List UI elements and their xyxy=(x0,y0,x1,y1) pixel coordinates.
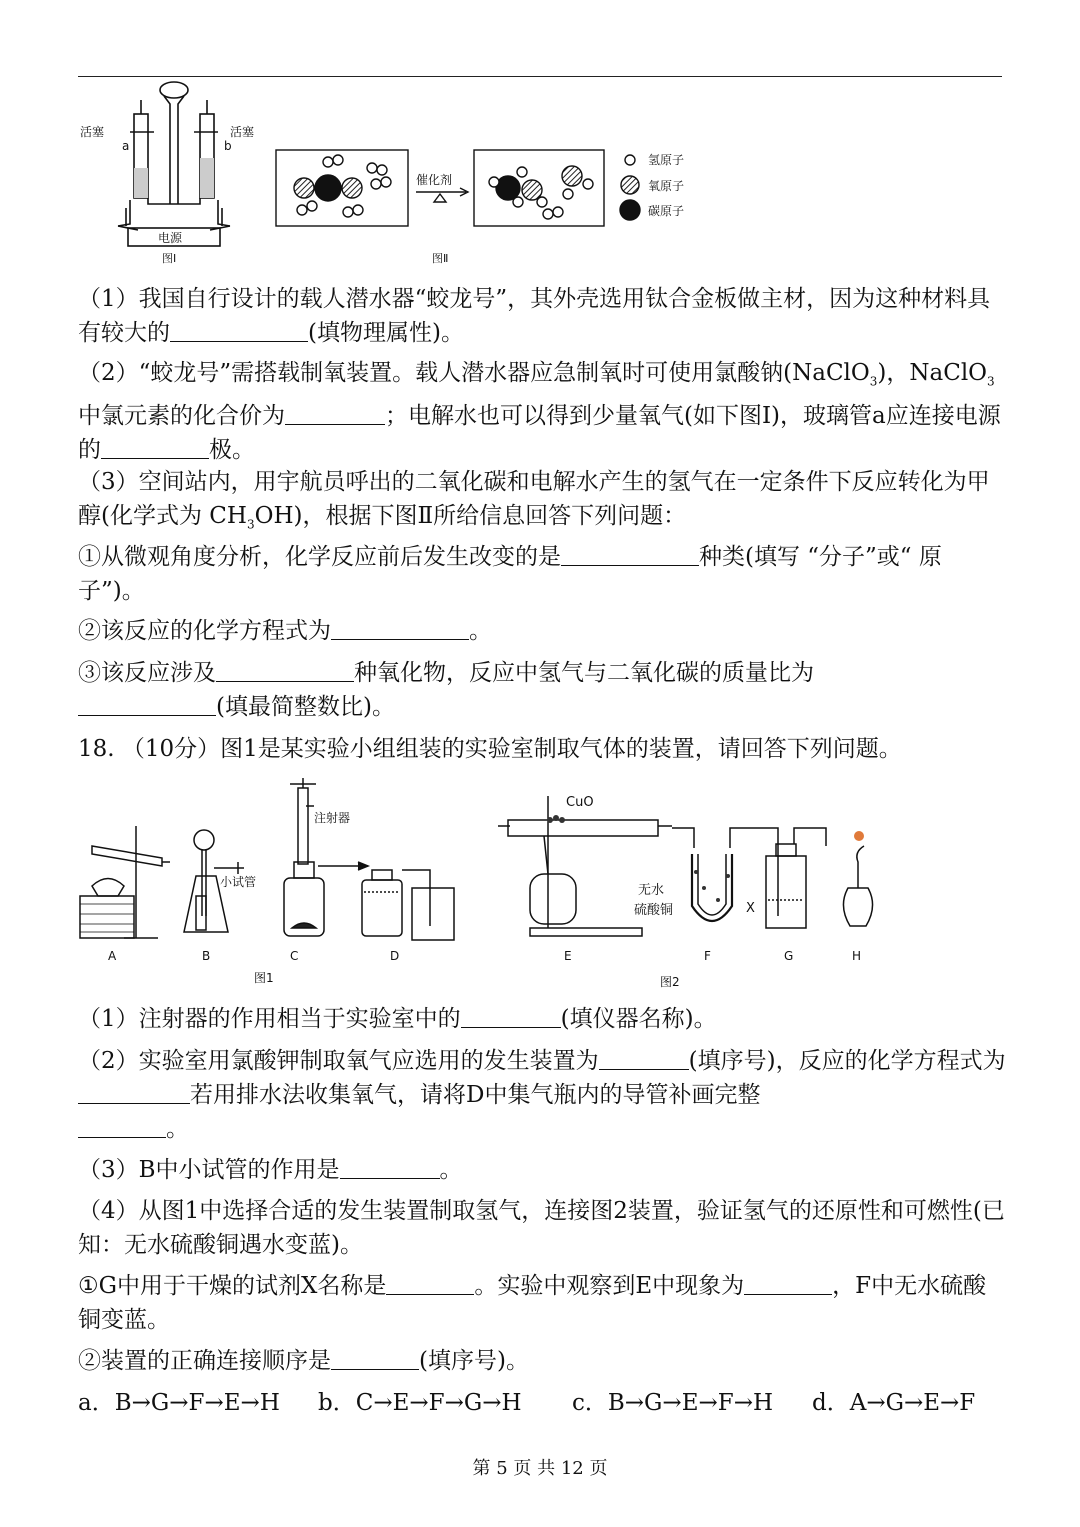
figure-1-caption: 图Ⅰ xyxy=(162,252,177,265)
option-a[interactable]: a．B→G→F→E→H xyxy=(78,1390,280,1416)
answer-blank[interactable] xyxy=(461,1003,561,1028)
catalyst-label: 催化剂 xyxy=(416,173,453,187)
small-tube-label: 小试管 xyxy=(220,875,257,889)
apparatus-label-b: B xyxy=(202,949,211,963)
answer-blank[interactable] xyxy=(170,317,308,342)
cuo-label: CuO xyxy=(566,795,594,810)
tube-b-label: b xyxy=(224,139,232,153)
answer-blank[interactable] xyxy=(744,1270,832,1295)
option-d[interactable]: d．A→G→E→F xyxy=(812,1390,976,1416)
syringe-label: 注射器 xyxy=(314,811,351,825)
option-c[interactable]: c．B→G→E→F→H xyxy=(572,1390,774,1416)
q17-sub2: ②该反应的化学方程式为 。 xyxy=(78,614,1008,648)
apparatus-label-d: D xyxy=(390,949,400,963)
page-footer: 第 5 页 共 12 页 xyxy=(472,1458,608,1479)
figure-2-caption-q18: 图2 xyxy=(660,975,680,989)
q18-part3: （3）B中小试管的作用是 。 xyxy=(78,1153,1008,1187)
q18-sub2: ②装置的正确连接顺序是 (填序号)。 xyxy=(78,1344,1008,1378)
answer-blank[interactable] xyxy=(340,1154,440,1179)
tube-a-label: a xyxy=(122,139,130,153)
answer-blank[interactable] xyxy=(216,657,354,682)
apparatus-label-c: C xyxy=(290,949,299,963)
apparatus-label-a: A xyxy=(108,949,117,963)
figure-electrolysis xyxy=(78,78,278,266)
figure-gas-apparatus xyxy=(78,776,978,996)
apparatus-label-e: E xyxy=(564,949,572,963)
answer-options xyxy=(78,1386,1008,1420)
answer-blank[interactable] xyxy=(386,1270,474,1295)
q17-part1: （1）我国自行设计的载人潜水器“蛟龙号”，其外壳选用钛合金板做主材，因为这种材料具有较大的 (填物理属性)。 xyxy=(78,286,991,346)
answer-blank[interactable] xyxy=(78,1079,190,1104)
anhydrous-label-1: 无水 xyxy=(638,883,665,898)
q17-sub3-cont: (填最简整数比)。 xyxy=(78,690,1008,724)
header-rule xyxy=(78,76,1002,77)
apparatus-label-g: G xyxy=(784,949,794,963)
reagent-x-label: X xyxy=(746,901,755,916)
answer-blank[interactable] xyxy=(101,434,209,459)
figure-molecular-reaction xyxy=(272,140,712,270)
legend-oxygen: 氧原子 xyxy=(648,179,685,193)
apparatus-label-f: F xyxy=(704,949,711,963)
answer-blank[interactable] xyxy=(331,1345,419,1370)
legend-hydrogen: 氢原子 xyxy=(648,153,685,167)
answer-blank[interactable] xyxy=(78,691,216,716)
figure-2-caption: 图Ⅱ xyxy=(432,252,449,265)
q18-heading: 18. （10分）图1是某实验小组组装的实验室制取气体的装置，请回答下列问题。 xyxy=(78,736,902,762)
option-b[interactable]: b．C→E→F→G→H xyxy=(318,1390,522,1416)
q17-sub1: ①从微观角度分析，化学反应前后发生改变的是 种类(填写 “分子”或“ 原子”)。 xyxy=(78,540,1008,608)
q17-sub3: ③该反应涉及 种氧化物，反应中氢气与二氧化碳的质量比为 xyxy=(78,656,1008,690)
stopcock-label-right: 活塞 xyxy=(230,125,255,139)
q18-part1: （1）注射器的作用相当于实验室中的 (填仪器名称)。 xyxy=(78,1002,1008,1036)
apparatus-label-h: H xyxy=(852,949,862,963)
answer-blank[interactable] xyxy=(78,1113,166,1138)
answer-blank[interactable] xyxy=(331,615,469,640)
q18-part4: （4）从图1中选择合适的发生装置制取氢气，连接图2装置，验证氢气的还原性和可燃性(已知：无水硫酸铜遇水变蓝)。 xyxy=(78,1198,1005,1258)
q18-part2: （2）实验室用氯酸钾制取氧气应选用的发生装置为 (填序号)，反应的化学方程式为若用排水法收集氧气，请将D中集气瓶内的导管补画完整 。 xyxy=(78,1044,1008,1146)
legend-carbon: 碳原子 xyxy=(648,204,685,218)
answer-blank[interactable] xyxy=(561,541,699,566)
stopcock-label-left: 活塞 xyxy=(80,125,105,139)
answer-blank[interactable] xyxy=(285,400,385,425)
figure-1-caption-q18: 图1 xyxy=(254,971,274,985)
q17-part2: （2）“蛟龙号”需搭载制氧装置。载人潜水器应急制氧时可使用氯酸钠(NaClO$_3$)，NaClO$_3$中氯元素的化合价为 ；电解水也可以得到少量氧气(如下图Ⅰ)，玻璃管a应连接电源的 极。 xyxy=(78,360,1001,463)
power-source-label: 电源 xyxy=(158,231,183,245)
answer-blank[interactable] xyxy=(599,1045,689,1070)
q18-sub1: ①G中用于干燥的试剂X名称是 。实验中观察到E中现象为 ，F中无水硫酸铜变蓝。 xyxy=(78,1269,1008,1337)
q17-part3: （3）空间站内，用宇航员呼出的二氧化碳和电解水产生的氢气在一定条件下反应转化为甲醇(化学式为 $CH_3OH$)，根据下图Ⅱ所给信息回答下列问题： xyxy=(78,469,990,532)
anhydrous-label-2: 硫酸铜 xyxy=(634,903,674,918)
